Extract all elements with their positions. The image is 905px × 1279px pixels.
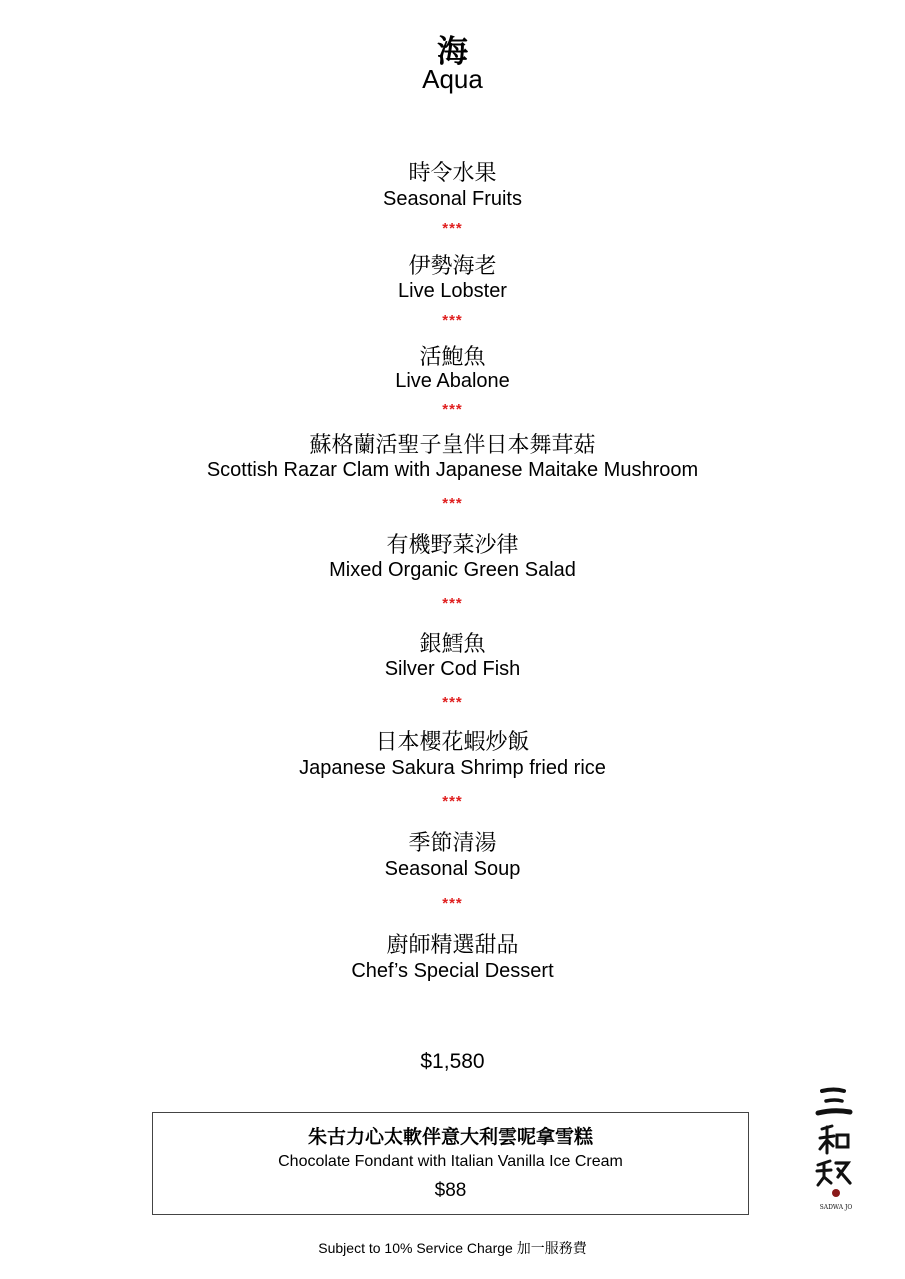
course-name-english: Chef’s Special Dessert bbox=[351, 960, 554, 982]
course-separator: *** bbox=[442, 220, 463, 237]
menu-title-chinese: 海 bbox=[437, 34, 468, 70]
course-separator: *** bbox=[442, 312, 463, 329]
course-name-chinese: 廚師精選甜品 bbox=[386, 933, 519, 958]
course-name-chinese: 季節清湯 bbox=[408, 831, 497, 856]
course-name-english: Mixed Organic Green Salad bbox=[329, 559, 576, 581]
addon-name-chinese: 朱古力心太軟伴意大利雲呢拿雪糕 bbox=[307, 1126, 593, 1148]
course-name-english: Japanese Sakura Shrimp fried rice bbox=[299, 757, 606, 779]
course-name-chinese: 活鮑魚 bbox=[419, 345, 486, 370]
restaurant-logo bbox=[808, 1083, 864, 1213]
course-name-chinese: 伊勢海老 bbox=[408, 254, 497, 279]
course-name-chinese: 時令水果 bbox=[408, 161, 497, 186]
addon-price: $88 bbox=[434, 1180, 467, 1201]
course-name-chinese: 有機野菜沙律 bbox=[386, 533, 519, 558]
course-separator: *** bbox=[442, 694, 463, 711]
course-name-english: Live Abalone bbox=[395, 370, 510, 392]
logo-calligraphy-icon bbox=[808, 1083, 864, 1213]
svg-text:SADWA JO: SADWA JO bbox=[819, 1204, 853, 1211]
course-name-english: Seasonal Soup bbox=[384, 858, 521, 880]
course-name-english: Live Lobster bbox=[398, 280, 507, 302]
course-name-chinese: 蘇格蘭活聖子皇伴日本舞茸菇 bbox=[309, 433, 596, 458]
course-name-english: Seasonal Fruits bbox=[383, 188, 522, 210]
course-separator: *** bbox=[442, 495, 463, 512]
service-charge-note: Subject to 10% Service Charge 加一服務費 bbox=[318, 1240, 587, 1256]
set-menu-price: $1,580 bbox=[420, 1050, 485, 1073]
course-separator: *** bbox=[442, 793, 463, 810]
course-name-english: Silver Cod Fish bbox=[384, 658, 521, 680]
course-separator: *** bbox=[442, 401, 463, 418]
menu-title-english: Aqua bbox=[422, 64, 483, 94]
course-name-chinese: 銀鱈魚 bbox=[419, 632, 486, 657]
course-name-chinese: 日本櫻花蝦炒飯 bbox=[375, 730, 530, 755]
course-separator: *** bbox=[442, 895, 463, 912]
addon-name-english: Chocolate Fondant with Italian Vanilla Ice Cream bbox=[278, 1153, 623, 1170]
addon-box bbox=[152, 1112, 749, 1215]
course-name-english: Scottish Razar Clam with Japanese Maitake Mushroom bbox=[206, 459, 699, 481]
course-separator: *** bbox=[442, 595, 463, 612]
